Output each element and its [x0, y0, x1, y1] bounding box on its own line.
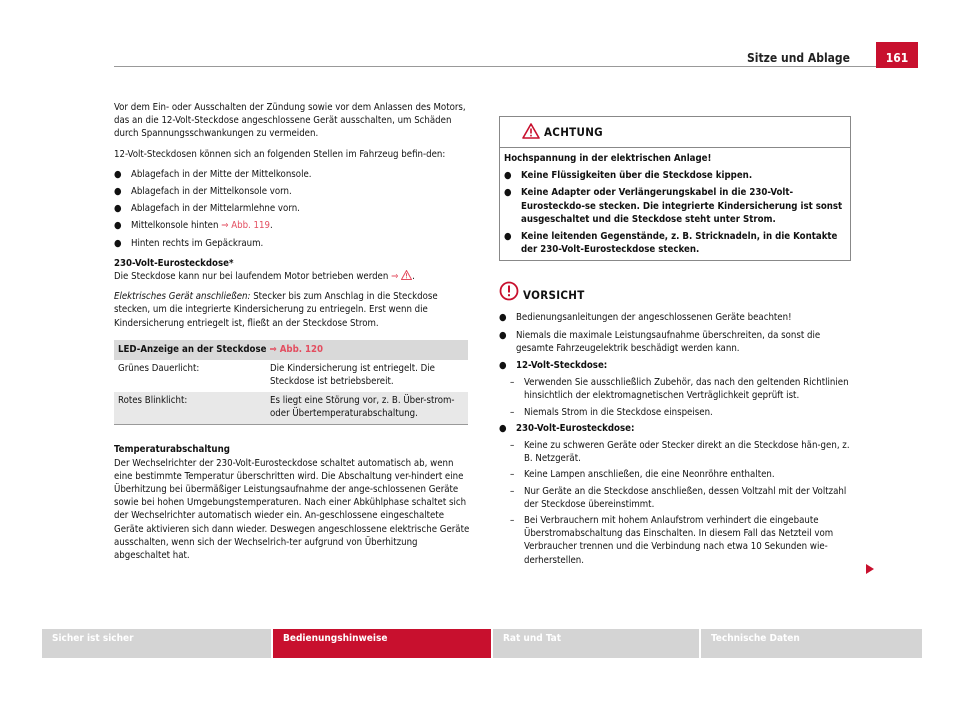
list-item: [114, 219, 470, 232]
warning-box-header: [500, 117, 850, 148]
list-item: ● Keine leitenden Gegenstände, z. B. Stricknadeln, in die Kontakte der 230-Volt-Eurosteckdose stecken.: [504, 231, 838, 256]
figure-link-120[interactable]: ⇒ Abb. 120: [269, 343, 324, 355]
v230-heading: 230-Volt-Eurosteckdose:: [516, 422, 635, 434]
list-item-text: Mittelkonsole hinten ⇒ Abb. 119.: [131, 220, 273, 232]
footer-tab-bedienungshinweise[interactable]: Bedienungshinweise: [273, 629, 491, 658]
list-item: ● Niemals die maximale Leistungsaufnahme überschreiten, da sonst die gesamte Fahrzeugelektrik beschädigt werden kann.: [499, 329, 821, 354]
connect-label: Elektrisches Gerät anschließen:: [114, 291, 251, 303]
list-item: ● Keine Flüssigkeiten über die Steckdose kippen.: [504, 170, 753, 182]
list-item-text: Ablagefach in der Mitte der Mittelkonsole.: [131, 168, 312, 180]
header-rule: [114, 66, 876, 67]
bullet: ●: [114, 186, 122, 198]
list-item: ● Bedienungsanleitungen der angeschlossenen Geräte beachten!: [499, 312, 792, 324]
warning-box: [499, 116, 851, 261]
led-table: [114, 340, 468, 426]
list-item: [114, 185, 470, 198]
v12-heading: 12-Volt-Steckdose:: [516, 360, 608, 372]
socket230-heading: 230-Volt-Eurosteckdose*: [114, 257, 234, 269]
list-item: ● 230-Volt-Eurosteckdose:: [499, 422, 635, 434]
warning-title: ACHTUNG: [544, 125, 603, 139]
bullet: ●: [114, 203, 122, 215]
connect-paragraph: Elektrisches Gerät anschließen: Stecker bis zum Anschlag in die Steckdose stecken, um die integrierte Kindersicherung zu entriegeln. Erst wenn die Kindersicherung entriegelt ist, fließt an der Steckdose Strom.: [114, 291, 438, 329]
intro-paragraph: Vor dem Ein- oder Ausschalten der Zündung sowie vor dem Anlassen des Motors, das an die 12-Volt-Steckdose angeschlossene Gerät ausschalten, um Schäden durch Spannungsschwankungen zu vermeiden.: [114, 102, 466, 140]
caution-title: VORSICHT: [523, 288, 585, 303]
sub-item: – Keine zu schweren Geräte oder Stecker direkt an die Steckdose hän-gen, z. B. Netzgerät.: [510, 440, 850, 465]
led-table-header: LED-Anzeige an der Steckdose ⇒ Abb. 120: [114, 340, 468, 361]
sub-item: – Nur Geräte an die Steckdose anschließen, dessen Voltzahl mit der Voltzahl der Steckdose übereinstimmt.: [510, 485, 847, 510]
warning-triangle-icon: [401, 270, 412, 280]
bullet: ●: [114, 237, 122, 249]
sub-item: – Keine Lampen anschließen, die eine Neonröhre enthalten.: [510, 469, 775, 481]
temperature-paragraph: Der Wechselrichter der 230-Volt-Eurosteckdose schaltet automatisch ab, wenn eine bestimmte Temperatur überschritten wird. Die Abschaltung ver-hindert eine Überhitzung bei übermäßiger Leistungsaufnahme der ange-schlossenen Geräte sowie bei hohen Umgebungstemperaturen. Nach einer Abkühlphase schaltet sich der Wechselrichter automatisch wieder ein. An-geschlossene eingeschaltete Geräte aktivieren sich dann wieder. Deswegen angeschlossene elektrische Geräte ausschalten, wenn sich der Wechselrich-ter aufgrund von Überhitzung abgeschaltet hat.: [114, 457, 470, 561]
page-number: 161: [876, 42, 918, 68]
bullet: ●: [114, 168, 122, 180]
list-item: ● 12-Volt-Steckdose:: [499, 360, 608, 372]
warning-subtitle: Hochspannung in der elektrischen Anlage!: [504, 153, 712, 164]
right-column: [499, 116, 851, 570]
list-item: [114, 237, 470, 250]
list-item: [114, 168, 470, 181]
sub-item: – Verwenden Sie ausschließlich Zubehör, das nach den geltenden Richtlinien hinsichtlich der elektromagnetischen Verträglichkeit geprüft ist.: [510, 377, 849, 402]
caution-header: [499, 285, 851, 307]
list-item-text: Ablagefach in der Mittelkonsole vorn.: [131, 186, 292, 198]
warning-link[interactable]: ⇒: [391, 271, 412, 282]
locations-intro: 12-Volt-Steckdosen können sich an folgenden Stellen im Fahrzeug befin-den:: [114, 148, 446, 160]
running-header-title: Sitze und Ablage: [747, 51, 850, 65]
list-item-text: Hinten rechts im Gepäckraum.: [131, 237, 264, 249]
continue-arrow-icon: [866, 564, 874, 574]
table-row: Rotes Blinklicht: Es liegt eine Störung vor, z. B. Über-strom- oder Übertemperaturabschaltung.: [114, 392, 468, 425]
left-column: [114, 101, 470, 562]
sub-item: – Niemals Strom in die Steckdose einspeisen.: [510, 406, 713, 418]
table-row: Grünes Dauerlicht: Die Kindersicherung ist entriegelt. Die Steckdose ist betriebsbereit.: [118, 363, 435, 387]
temperature-heading: Temperaturabschaltung: [114, 444, 230, 456]
list-item-text: Ablagefach in der Mittelarmlehne vorn.: [131, 203, 300, 215]
sub-item: – Bei Verbrauchern mit hohem Anlaufstrom verhindert die eingebaute Überstromabschaltung das Einschalten. In diesem Fall das Netzteil vom Verbraucher trennen und die Verbindung nach etwa 10 Sekunden wie-derherstellen.: [510, 515, 834, 566]
footer-nav: [42, 629, 922, 658]
warning-triangle-icon: [522, 123, 540, 139]
figure-link-119[interactable]: ⇒ Abb. 119: [221, 220, 271, 232]
bullet: ●: [114, 220, 122, 232]
footer-tab-rat-und-tat[interactable]: Rat und Tat: [493, 629, 699, 658]
list-item: [114, 202, 470, 215]
caution-circle-icon: [499, 281, 519, 301]
footer-tab-technische-daten[interactable]: Technische Daten: [701, 629, 922, 658]
warning-box-body: [500, 148, 850, 260]
socket230-paragraph: Die Steckdose kann nur bei laufendem Motor betrieben werden ⇒ .: [114, 271, 415, 283]
list-item: ● Keine Adapter oder Verlängerungskabel in die 230-Volt-Eurosteckdo-se stecken. Die integrierte Kindersicherung ist sonst ausgeschaltet und die Steckdose steht unter Strom.: [504, 187, 843, 225]
footer-tab-sicher-ist-sicher[interactable]: Sicher ist sicher: [42, 629, 271, 658]
